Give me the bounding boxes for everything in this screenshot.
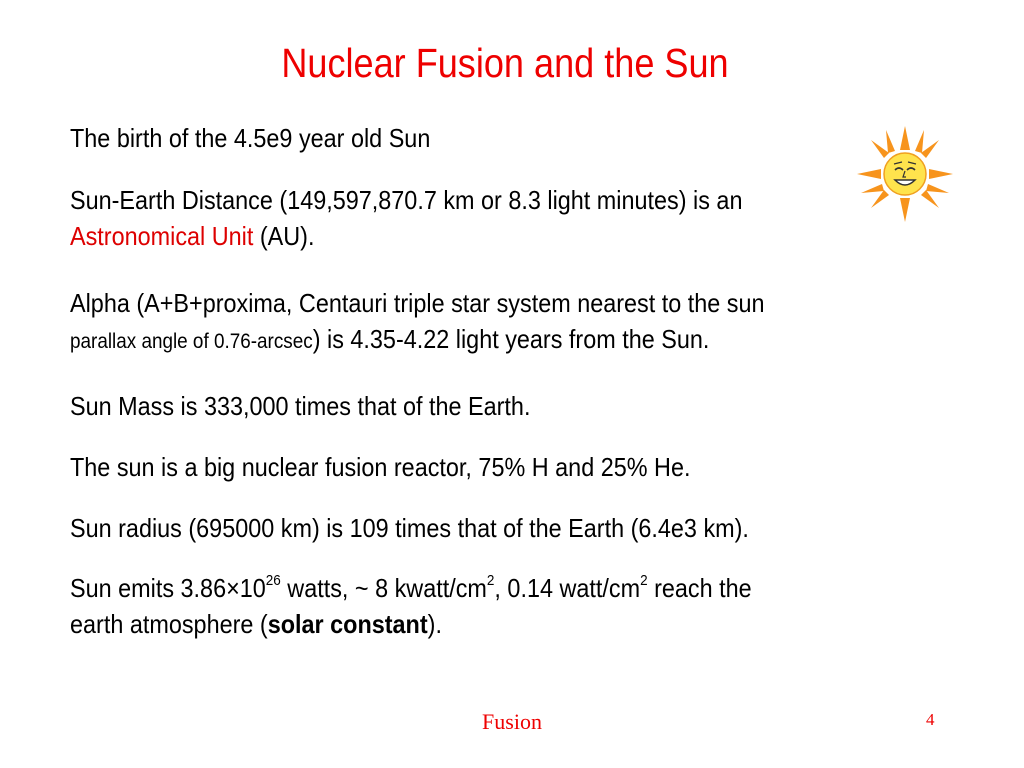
bullet-text: Sun radius (695000 km) is 109 times that of the Earth (6.4e3 km). — [70, 513, 749, 543]
bullet-text: ). — [427, 609, 442, 639]
page-number: 4 — [926, 710, 935, 729]
bullet-alpha-centauri — [70, 285, 880, 360]
bullet-sun-mass — [70, 388, 880, 424]
bullet-text: The sun is a big nuclear fusion reactor, 75% H and 25% He. — [70, 452, 691, 482]
bullet-text-tail: (AU). — [253, 221, 315, 251]
bullet-text: Sun Mass is 333,000 times that of the Earth. — [70, 391, 531, 421]
exponent: 2 — [486, 572, 495, 590]
sun-face — [884, 153, 926, 195]
slide-title: Nuclear Fusion and the Sun — [281, 40, 729, 86]
smiling-sun-icon — [857, 126, 953, 222]
exponent: 26 — [265, 572, 281, 590]
bullet-text-tail: ) is 4.35-4.22 light years from the Sun. — [312, 324, 710, 354]
bullet-text: Sun emits 3.86×10 — [70, 573, 266, 603]
bullet-fusion-reactor — [70, 449, 880, 485]
astronomical-unit-term: Astronomical Unit — [70, 221, 254, 251]
bullet-text: The birth of the 4.5e9 year old Sun — [70, 123, 431, 153]
bullet-sun-earth-distance — [70, 182, 880, 254]
bullet-text: earth atmosphere ( — [70, 609, 268, 639]
exponent: 2 — [640, 572, 648, 590]
bullet-text: , 0.14 watt/cm — [494, 573, 641, 603]
bullet-text: Alpha (A+B+proxima, Centauri triple star system nearest to the sun — [70, 288, 765, 318]
bullet-text: watts, ~ 8 kwatt/cm — [280, 573, 487, 603]
bullet-sun-radius — [70, 510, 880, 546]
parallax-note: parallax angle of 0.76-arcsec — [70, 330, 313, 353]
bullet-sun-emission — [70, 570, 880, 642]
footer-label: Fusion — [482, 709, 542, 734]
bullet-text: Sun-Earth Distance (149,597,870.7 km or 8.3 light minutes) is an — [70, 185, 743, 215]
bullet-sun-birth — [70, 120, 880, 156]
bullet-text: reach the — [647, 573, 752, 603]
solar-constant-term: solar constant — [267, 609, 428, 639]
